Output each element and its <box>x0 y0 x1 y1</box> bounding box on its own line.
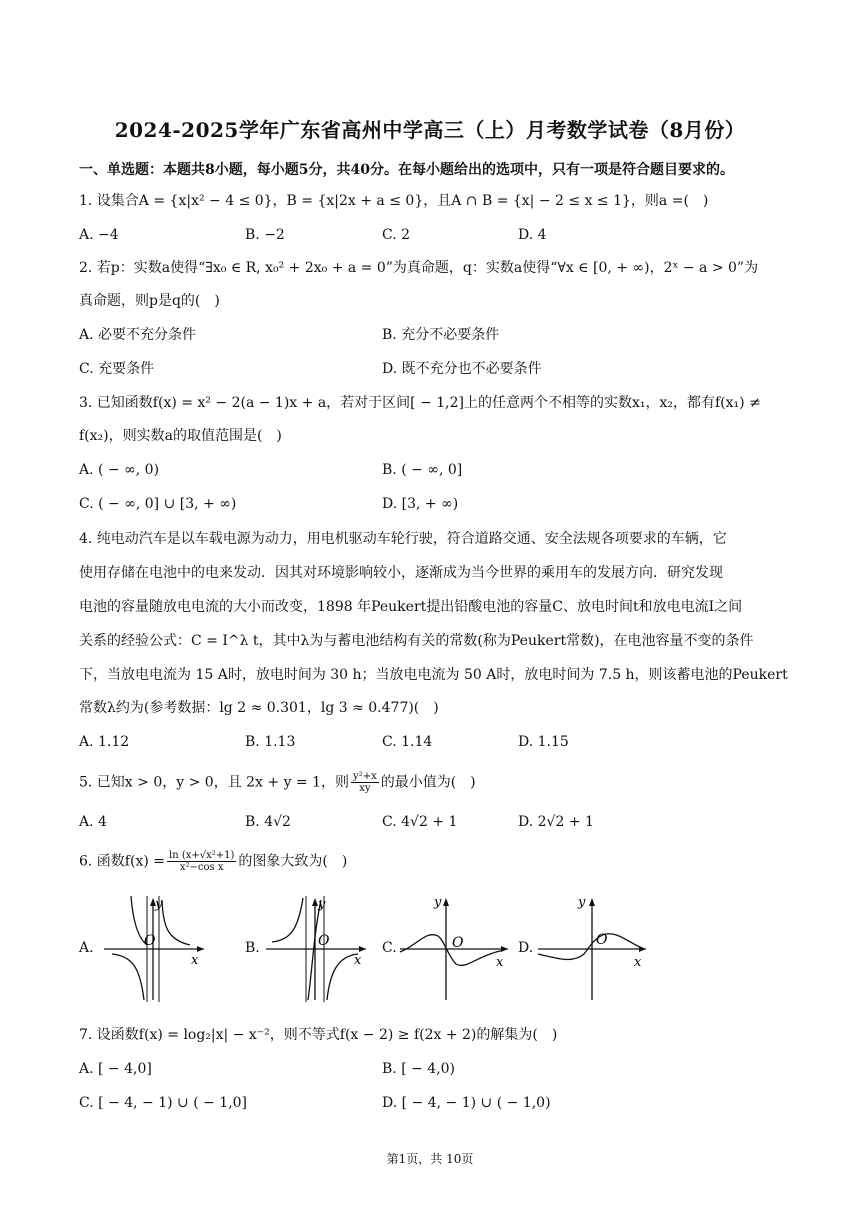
question-2-stem-line2: 真命题，则p是q的( ) <box>79 293 220 309</box>
q6a-axis-y: y <box>155 897 163 912</box>
question-7-stem: 7. 设函数f(x) = log₂|x| − x⁻²，则不等式f(x − 2) ≥ f(2x + 2)的解集为( ) <box>79 1027 558 1043</box>
q1-option-d: D. 4 <box>518 227 547 243</box>
question-1-stem: 1. 设集合A = {x|x² − 4 ≤ 0}，B = {x|2x + a ≤ 0}，且A ∩ B = {x| − 2 ≤ x ≤ 1}，则a =( ) <box>79 193 709 209</box>
q5-fraction <box>351 771 379 794</box>
q7-option-b: B. [ − 4,0) <box>382 1061 456 1077</box>
q6-fraction-denominator: x²−cos x <box>179 862 224 873</box>
q6c-origin: O <box>452 935 464 951</box>
question-4-stem-line1: 4. 纯电动汽车是以车载电源为动力，用电机驱动车轮行驶，符合道路交通、安全法规各项要求的车辆，它 <box>79 531 727 547</box>
q6a-axis-x: x <box>191 953 199 968</box>
question-2-stem-line1: 2. 若p：实数a使得“∃x₀ ∈ R, x₀² + 2x₀ + a = 0”为真命题，q：实数a使得“∀x ∈ [0, + ∞)，2ˣ − a > 0”为 <box>79 260 759 276</box>
section-heading: 一、单选题：本题共8小题，每小题5分，共40分。在每小题给出的选项中，只有一项是符合题目要求的。 <box>79 162 734 178</box>
q2-option-d: D. 既不充分也不必要条件 <box>382 361 542 377</box>
question-4-stem-line4: 关系的经验公式：C = I^λ t，其中λ为与蓄电池结构有关的常数(称为Peukert常数)，在电池容量不变的条件 <box>79 633 754 649</box>
q6b-origin: O <box>318 933 330 949</box>
q6-fraction <box>167 850 236 873</box>
q6-option-c: C. <box>382 940 397 956</box>
q6c-axis-x: x <box>496 955 504 970</box>
q6-graph-c <box>396 892 512 1004</box>
q5-option-a: A. 4 <box>79 814 107 830</box>
q5-option-d: D. 2√2 + 1 <box>518 814 594 830</box>
question-6-stem <box>79 850 347 873</box>
q7-option-a: A. [ − 4,0] <box>79 1061 152 1077</box>
q1-option-b: B. −2 <box>245 227 285 243</box>
q5-fraction-numerator: y²+x <box>353 771 377 782</box>
q1-option-a: A. −4 <box>79 227 119 243</box>
q5-stem-pre: 5. 已知x > 0，y > 0，且 2x + y = 1，则 <box>79 774 350 791</box>
q6a-origin: O <box>144 933 156 949</box>
question-3-stem-line2: f(x₂)，则实数a的取值范围是( ) <box>79 428 282 444</box>
q7-option-c: C. [ − 4, − 1) ∪ ( − 1,0] <box>79 1095 248 1111</box>
q6b-axis-x: x <box>354 953 362 968</box>
q4-option-b: B. 1.13 <box>245 734 296 750</box>
q6b-axis-y: y <box>318 897 326 912</box>
q2-option-c: C. 充要条件 <box>79 361 155 377</box>
q5-stem-post: 的最小值为( ) <box>380 774 476 791</box>
q6-graph-a <box>100 892 210 1004</box>
q2-option-a: A. 必要不充分条件 <box>79 327 197 343</box>
q3-option-b: B. ( − ∞, 0] <box>382 462 463 478</box>
q2-option-b: B. 充分不必要条件 <box>382 327 500 343</box>
q6-fraction-numerator: ln (x+√x²+1) <box>169 850 235 861</box>
q6d-axis-y: y <box>578 895 586 910</box>
page-footer: 第1页，共 10页 <box>386 1152 474 1166</box>
question-4-stem-line2: 使用存储在电池中的电来发动．因其对环境影响较小，逐渐成为当今世界的乘用车的发展方向．研究发现 <box>79 565 723 581</box>
q5-fraction-denominator: xy <box>359 783 371 794</box>
question-4-stem-line6: 常数λ约为(参考数据：lg 2 ≈ 0.301，lg 3 ≈ 0.477)( ) <box>79 700 439 716</box>
q6-stem-pre: 6. 函数f(x) = <box>79 853 165 870</box>
q6-graph-d <box>534 892 650 1004</box>
q3-option-d: D. [3, + ∞) <box>382 496 459 512</box>
q6c-axis-y: y <box>434 895 442 910</box>
q6-option-b: B. <box>245 940 260 956</box>
q6-option-d: D. <box>518 940 534 956</box>
q3-option-c: C. ( − ∞, 0] ∪ [3, + ∞) <box>79 496 237 512</box>
q6-stem-post: 的图象大致为( ) <box>238 853 348 870</box>
q6-graph-b <box>262 892 372 1004</box>
q7-option-d: D. [ − 4, − 1) ∪ ( − 1,0) <box>382 1095 551 1111</box>
q6d-origin: O <box>596 932 608 948</box>
q5-option-b: B. 4√2 <box>245 814 291 830</box>
q4-option-d: D. 1.15 <box>518 734 569 750</box>
q4-option-a: A. 1.12 <box>79 734 130 750</box>
q6-option-a: A. <box>79 940 94 956</box>
question-4-stem-line5: 下，当放电电流为 15 A时，放电时间为 30 h；当放电电流为 50 A时，放电时间为 7.5 h，则该蓄电池的Peukert <box>79 667 788 683</box>
q4-option-c: C. 1.14 <box>382 734 433 750</box>
question-3-stem-line1: 3. 已知函数f(x) = x² − 2(a − 1)x + a，若对于区间[ − 1,2]上的任意两个不相等的实数x₁，x₂，都有f(x₁) ≠ <box>79 395 761 411</box>
q5-option-c: C. 4√2 + 1 <box>382 814 458 830</box>
q6d-axis-x: x <box>634 955 642 970</box>
page-title: 2024-2025学年广东省高州中学高三（上）月考数学试卷（8月份） <box>114 118 746 142</box>
question-4-stem-line3: 电池的容量随放电电流的大小而改变，1898 年Peukert提出铅酸电池的容量C、放电时间t和放电电流I之间 <box>79 599 743 615</box>
q1-option-c: C. 2 <box>382 227 411 243</box>
q3-option-a: A. ( − ∞, 0) <box>79 462 160 478</box>
question-5-stem <box>79 771 476 794</box>
